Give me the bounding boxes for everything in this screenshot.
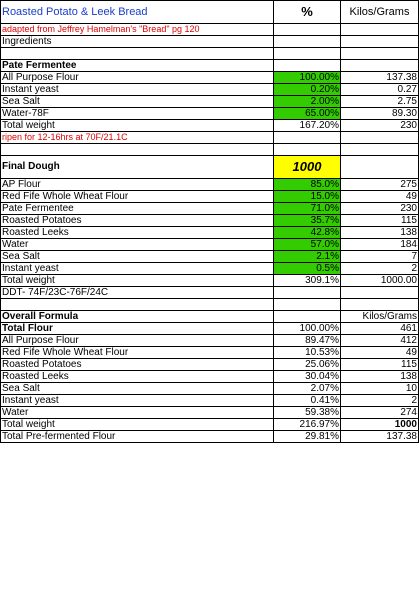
- total-weight-value[interactable]: 1000: [341, 419, 419, 431]
- empty-cell[interactable]: [341, 132, 419, 144]
- ddt-note[interactable]: DDT- 74F/23C-76F/24C: [1, 287, 274, 299]
- ingredient-percent[interactable]: 65.00%: [274, 108, 341, 120]
- table-row: [1, 108, 419, 120]
- table-row: [1, 335, 419, 347]
- ingredient-weight[interactable]: 89.30: [341, 108, 419, 120]
- ingredient-weight[interactable]: 49: [341, 191, 419, 203]
- ingredient-weight[interactable]: 0.27: [341, 84, 419, 96]
- total-weight-label[interactable]: Total weight: [1, 120, 274, 132]
- total-row: [1, 120, 419, 132]
- ingredient-weight[interactable]: 230: [341, 203, 419, 215]
- ingredient-name[interactable]: Water: [1, 239, 274, 251]
- target-weight-input[interactable]: 1000: [274, 156, 341, 179]
- ingredient-weight[interactable]: 184: [341, 239, 419, 251]
- preferment-flour-value[interactable]: 137.38: [341, 431, 419, 443]
- table-row: [1, 72, 419, 84]
- ingredient-name[interactable]: Roasted Potatoes: [1, 215, 274, 227]
- ingredient-name[interactable]: Sea Salt: [1, 251, 274, 263]
- ingredient-percent[interactable]: 89.47%: [274, 335, 341, 347]
- ingredient-percent[interactable]: 0.5%: [274, 263, 341, 275]
- ingredient-name[interactable]: Roasted Potatoes: [1, 359, 274, 371]
- ingredient-name[interactable]: Sea Salt: [1, 383, 274, 395]
- pate-fermentee-title[interactable]: Pate Fermentee: [1, 60, 274, 72]
- empty-cell[interactable]: [274, 311, 341, 323]
- empty-cell[interactable]: [274, 60, 341, 72]
- ingredient-name[interactable]: Red Fife Whole Wheat Flour: [1, 347, 274, 359]
- ingredient-percent[interactable]: 10.53%: [274, 347, 341, 359]
- total-flour-label[interactable]: Total Flour: [1, 323, 274, 335]
- ingredient-percent[interactable]: 35.7%: [274, 215, 341, 227]
- overall-formula-title[interactable]: Overall Formula: [1, 311, 274, 323]
- ingredient-name[interactable]: Instant yeast: [1, 84, 274, 96]
- ingredient-weight[interactable]: 274: [341, 407, 419, 419]
- ingredient-weight[interactable]: 137.38: [341, 72, 419, 84]
- table-row: [1, 395, 419, 407]
- ingredient-weight[interactable]: 2: [341, 395, 419, 407]
- ingredient-percent[interactable]: 0.41%: [274, 395, 341, 407]
- table-row: [1, 191, 419, 203]
- ingredient-weight[interactable]: 138: [341, 227, 419, 239]
- table-row: [1, 239, 419, 251]
- empty-cell[interactable]: [341, 24, 419, 36]
- total-flour-value[interactable]: 461: [341, 323, 419, 335]
- ingredient-percent[interactable]: 2.1%: [274, 251, 341, 263]
- ingredient-percent[interactable]: 15.0%: [274, 191, 341, 203]
- ingredient-weight[interactable]: 49: [341, 347, 419, 359]
- table-row: [1, 96, 419, 108]
- empty-cell[interactable]: [1, 144, 274, 156]
- recipe-title[interactable]: Roasted Potato & Leek Bread: [1, 1, 274, 24]
- total-weight-value[interactable]: 230: [341, 120, 419, 132]
- table-row: [1, 371, 419, 383]
- table-row: [1, 84, 419, 96]
- table-row: [1, 203, 419, 215]
- ingredient-percent[interactable]: 25.06%: [274, 359, 341, 371]
- total-percent[interactable]: 309.1%: [274, 275, 341, 287]
- ingredient-percent[interactable]: 85.0%: [274, 179, 341, 191]
- ripen-note[interactable]: ripen for 12-16hrs at 70F/21.1C: [1, 132, 274, 144]
- empty-cell[interactable]: [274, 132, 341, 144]
- empty-cell[interactable]: [1, 299, 274, 311]
- empty-cell[interactable]: [341, 287, 419, 299]
- ingredient-name[interactable]: AP Flour: [1, 179, 274, 191]
- empty-cell[interactable]: [274, 36, 341, 48]
- ingredient-weight[interactable]: 10: [341, 383, 419, 395]
- table-row: [1, 407, 419, 419]
- ingredient-weight[interactable]: 412: [341, 335, 419, 347]
- final-dough-title[interactable]: Final Dough: [1, 156, 274, 179]
- total-percent[interactable]: 167.20%: [274, 120, 341, 132]
- total-weight-label[interactable]: Total weight: [1, 419, 274, 431]
- table-row: [1, 215, 419, 227]
- ingredient-weight[interactable]: 2.75: [341, 96, 419, 108]
- ingredient-name[interactable]: Red Fife Whole Wheat Flour: [1, 191, 274, 203]
- table-row: [1, 227, 419, 239]
- empty-cell[interactable]: [341, 36, 419, 48]
- ingredient-percent[interactable]: 57.0%: [274, 239, 341, 251]
- table-row: [1, 263, 419, 275]
- total-row: [1, 431, 419, 443]
- kilos-grams-header[interactable]: Kilos/Grams: [341, 1, 419, 24]
- empty-cell[interactable]: [274, 287, 341, 299]
- ingredient-name[interactable]: Instant yeast: [1, 263, 274, 275]
- ingredient-name[interactable]: All Purpose Flour: [1, 335, 274, 347]
- empty-cell[interactable]: [341, 156, 419, 179]
- ingredient-name[interactable]: Pate Fermentee: [1, 203, 274, 215]
- empty-cell[interactable]: [341, 299, 419, 311]
- empty-cell[interactable]: [1, 48, 274, 60]
- preferment-flour-label[interactable]: Total Pre-fermented Flour: [1, 431, 274, 443]
- ingredient-percent[interactable]: 2.00%: [274, 96, 341, 108]
- table-row: [1, 347, 419, 359]
- ingredient-percent[interactable]: 30.04%: [274, 371, 341, 383]
- ingredient-name[interactable]: Roasted Leeks: [1, 227, 274, 239]
- ingredient-percent[interactable]: 2.07%: [274, 383, 341, 395]
- ingredient-weight[interactable]: 7: [341, 251, 419, 263]
- ingredient-weight[interactable]: 2: [341, 263, 419, 275]
- ingredient-weight[interactable]: 115: [341, 359, 419, 371]
- empty-cell[interactable]: [341, 144, 419, 156]
- empty-cell[interactable]: [341, 48, 419, 60]
- preferment-flour-percent[interactable]: 29.81%: [274, 431, 341, 443]
- ingredient-name[interactable]: Water-78F: [1, 108, 274, 120]
- empty-cell[interactable]: [274, 48, 341, 60]
- ingredient-name[interactable]: All Purpose Flour: [1, 72, 274, 84]
- ingredient-name[interactable]: Instant yeast: [1, 395, 274, 407]
- empty-cell[interactable]: [274, 24, 341, 36]
- ingredient-weight[interactable]: 115: [341, 215, 419, 227]
- ingredient-weight[interactable]: 275: [341, 179, 419, 191]
- total-weight-value[interactable]: 1000.00: [341, 275, 419, 287]
- ingredient-name[interactable]: Water: [1, 407, 274, 419]
- overall-kilos-grams-header[interactable]: Kilos/Grams: [341, 311, 419, 323]
- total-percent[interactable]: 216.97%: [274, 419, 341, 431]
- total-flour-percent[interactable]: 100.00%: [274, 323, 341, 335]
- table-row: [1, 383, 419, 395]
- ingredient-percent[interactable]: 71.0%: [274, 203, 341, 215]
- total-row: [1, 323, 419, 335]
- ingredient-weight[interactable]: 138: [341, 371, 419, 383]
- table-row: [1, 359, 419, 371]
- ingredient-name[interactable]: Roasted Leeks: [1, 371, 274, 383]
- ingredient-name[interactable]: Sea Salt: [1, 96, 274, 108]
- percent-header[interactable]: %: [274, 1, 341, 24]
- ingredient-percent[interactable]: 100.00%: [274, 72, 341, 84]
- table-row: [1, 251, 419, 263]
- total-weight-label[interactable]: Total weight: [1, 275, 274, 287]
- table-row: [1, 179, 419, 191]
- empty-cell[interactable]: [274, 144, 341, 156]
- source-note[interactable]: adapted from Jeffrey Hamelman's "Bread" pg 120: [1, 24, 274, 36]
- ingredient-percent[interactable]: 59.38%: [274, 407, 341, 419]
- empty-cell[interactable]: [274, 299, 341, 311]
- ingredients-label[interactable]: Ingredients: [1, 36, 274, 48]
- total-row: [1, 275, 419, 287]
- ingredient-percent[interactable]: 42.8%: [274, 227, 341, 239]
- total-row: [1, 419, 419, 431]
- empty-cell[interactable]: [341, 60, 419, 72]
- ingredient-percent[interactable]: 0.20%: [274, 84, 341, 96]
